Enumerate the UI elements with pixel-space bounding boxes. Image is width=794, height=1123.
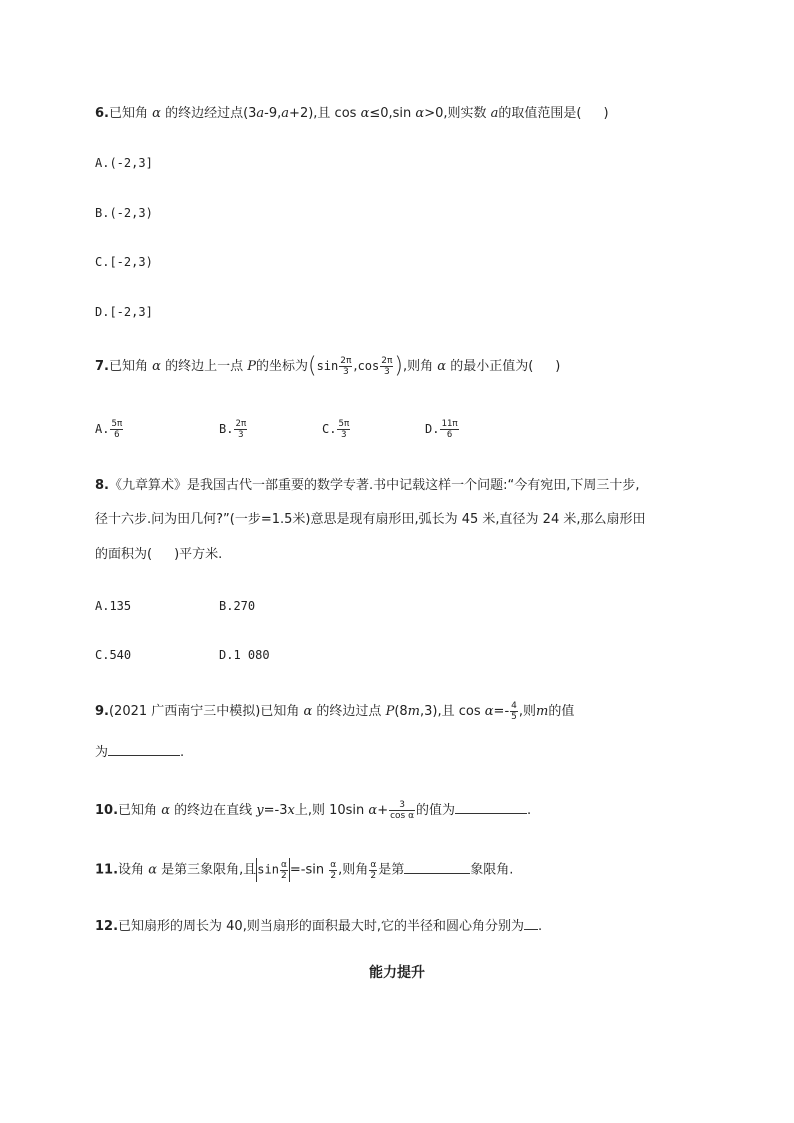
answer-blank[interactable] (524, 915, 538, 930)
left-paren: ( (307, 353, 317, 379)
option-b: B. $\frac{2\pi}{3}$ (219, 419, 247, 440)
option-d: D.[-2,3] (95, 305, 153, 319)
fraction: $\frac{\alpha}{2}$ (370, 859, 377, 881)
question-8-line-1: 8.《九章算术》是我国古代一部重要的数学专著.书中记载这样一个问题:“今有宛田,下周三十步, (95, 478, 640, 493)
answer-blank[interactable] (108, 741, 180, 756)
question-9: 9.(2021 广西南宁三中模拟)已知角 α 的终边过点 P(8m,3),且 cos α=- $\frac{4}{5}$ ,则m的值 (95, 701, 575, 722)
fraction: $\frac{2\pi}{3}$ (381, 356, 393, 377)
question-8-line-3: 的面积为( )平方米. (95, 547, 223, 562)
question-number: 9. (95, 704, 109, 719)
question-8-line-2: 径十六步.问为田几何?”(一步=1.5米)意思是现有扇形田,弧长为 45 米,直径为 24 米,那么扇形田 (95, 512, 646, 527)
question-number: 10. (95, 803, 119, 818)
option-d: D.1 080 (219, 648, 270, 662)
question-10: 10.已知角 α 的终边在直线 y=-3x上,则 10sin α+ $\frac{3}{\text{cos α}}$ 的值为 . (95, 800, 532, 821)
option-c: C. $\frac{5\pi}{3}$ (322, 419, 350, 440)
option-c: C.[-2,3) (95, 255, 153, 269)
question-number: 12. (95, 919, 119, 934)
option-d: D. $\frac{11\pi}{6}$ (425, 419, 458, 440)
question-9-line-2: 为 . (95, 741, 184, 763)
question-number: 7. (95, 359, 109, 374)
answer-blank[interactable] (455, 799, 527, 814)
fraction: $\frac{3}{\text{cos α}}$ (390, 800, 415, 821)
question-number: 6. (95, 106, 109, 121)
answer-blank[interactable] (404, 859, 470, 874)
option-b: B.270 (219, 599, 256, 613)
section-heading: 能力提升 (369, 965, 425, 981)
question-11: 11.设角 α 是第三象限角,且sin $\frac{\alpha}{2}$ =-sin $\frac{\alpha}{2}$ ,则角 $\frac{\alpha}{2}$ 是第 象限角. (95, 859, 514, 881)
question-12: 12.已知扇形的周长为 40,则当扇形的面积最大时,它的半径和圆心角分别为 . (95, 915, 542, 937)
option-a: A.(-2,3] (95, 156, 153, 170)
option-c: C.540 (95, 648, 132, 662)
option-a: A.135 (95, 599, 132, 613)
question-6: 6.已知角 α 的终边经过点(3a-9,a+2),且 cos α≤0,sin α>0,则实数 a的取值范围是( ) (95, 106, 609, 121)
question-number: 8. (95, 478, 109, 493)
option-b: B.(-2,3) (95, 206, 153, 220)
question-7: 7.已知角 α 的终边上一点 P的坐标为(sin $\frac{2\pi}{3}$ ,cos $\frac{2\pi}{3}$ ),则角 α 的最小正值为( ) (95, 353, 561, 379)
fraction: $\frac{2\pi}{3}$ (340, 356, 352, 377)
right-paren: ) (394, 353, 403, 379)
fraction: $\frac{\alpha}{2}$ (280, 859, 287, 881)
fraction: $\frac{\alpha}{2}$ (330, 859, 337, 881)
fraction: $\frac{4}{5}$ (511, 701, 517, 722)
option-a: A. $\frac{5\pi}{6}$ (95, 419, 123, 440)
question-number: 11. (95, 862, 119, 878)
